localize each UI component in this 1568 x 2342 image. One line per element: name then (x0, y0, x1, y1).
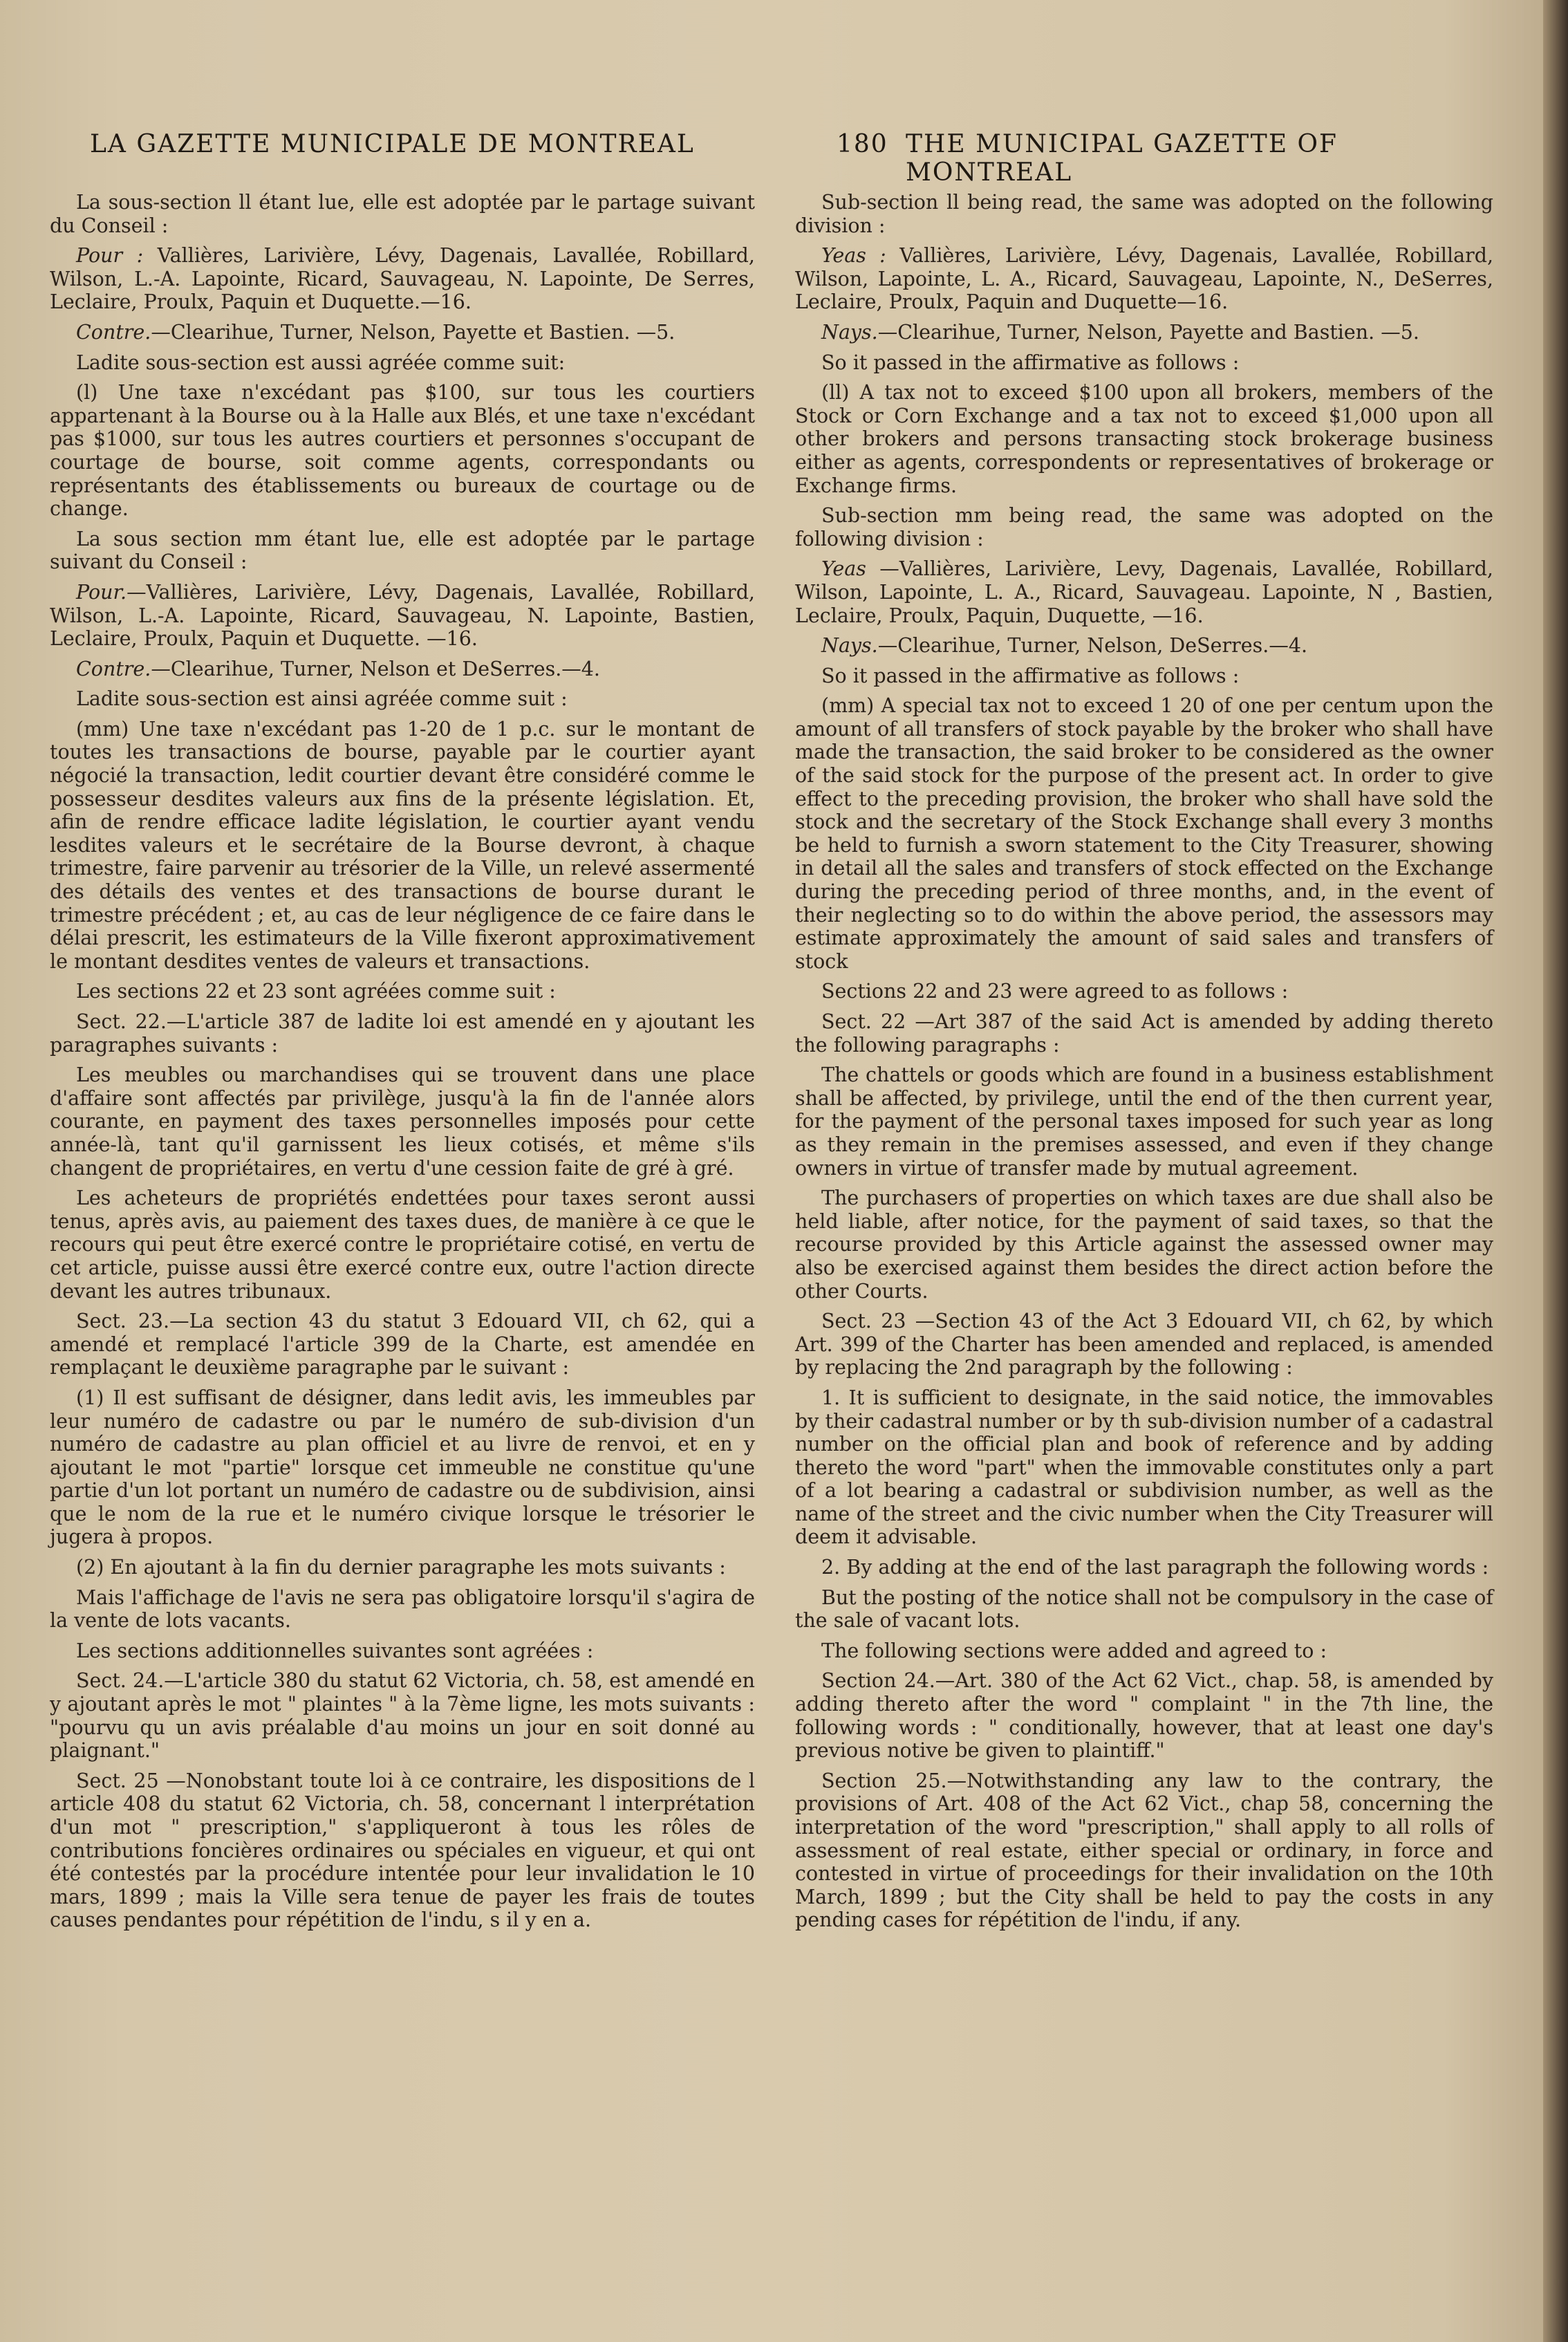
paragraph (795, 244, 1493, 314)
paragraph-text: Sect. 23 —Section 43 of the Act 3 Edouard VII, ch 62, by which Art. 399 of the Charter has been amended and replaced, is amended by replacing the 2nd paragraph by the following : (795, 1310, 1493, 1379)
page-header (90, 130, 1459, 187)
paragraph (795, 1769, 1493, 1932)
paragraph (795, 351, 1493, 375)
paragraph (795, 665, 1493, 688)
paragraph-text: Ladite sous-section est aussi agréée comme suit: (76, 351, 566, 374)
english-title: THE MUNICIPAL GAZETTE OF MONTREAL (906, 130, 1338, 187)
paragraph (50, 1010, 755, 1057)
paragraph-text: 1. It is sufficient to designate, in the said notice, the immovables by their cadastral number or by th sub-division number of a cadastral number on the official plan and book of reference and by adding thereto the word "part" when the immovable constitutes only a part of a lot bearing a cadastral or subdivision number, as well as the name of the street and the civic number when the City Treasurer will deem it advisable. (795, 1386, 1493, 1549)
paragraph (50, 1556, 755, 1579)
vote-label: Contre. (76, 320, 151, 344)
paragraph-text: La sous section mm étant lue, elle est adoptée par le partage suivant du Conseil : (50, 527, 755, 574)
paragraph (50, 687, 755, 711)
paragraph-text: So it passed in the affirmative as follows : (821, 351, 1240, 374)
paragraph-text: Les acheteurs de propriétés endettées pour taxes seront aussi tenus, après avis, au paiement des taxes dues, de manière à ce que le recours qui peut être exercé contre le propriétaire cotisé, en vertu de cet article, puisse aussi être exercé contre eux, outre l'action directe devant les autres tribunaux. (50, 1187, 755, 1303)
paragraph-text: (l) Une taxe n'excédant pas $100, sur tous les courtiers appartenant à la Bourse ou à la Halle aux Blés, et une taxe n'excédant pas $1000, sur tous les autres courtiers et personnes s'occupant de courtage de bourse, soit comme agents, correspondants ou représentants des établissements ou bureaux de courtage ou de change. (50, 381, 755, 521)
paragraph-text: Les meubles ou marchandises qui se trouvent dans une place d'affaire sont affectés par privilège, jusqu'à la fin de l'année alors courante, en payment des taxes personnelles imposés pour cette année-là, tant qu'il garnissent les lieux cotisés, et même s'ils changent de propriétaires, en vertu d'une cession faite de gré à gré. (50, 1063, 755, 1180)
paragraph (50, 1187, 755, 1303)
paragraph (795, 1310, 1493, 1379)
paragraph (795, 1063, 1493, 1180)
paragraph (50, 980, 755, 1003)
paragraph (50, 1586, 755, 1633)
paragraph-text: Les sections additionnelles suivantes sont agréées : (76, 1639, 594, 1662)
paragraph-text: Sect. 22 —Art 387 of the said Act is amended by adding thereto the following paragraphs : (795, 1010, 1493, 1057)
paragraph-text: Les sections 22 et 23 sont agréées comme suit : (76, 980, 556, 1003)
vote-label: Pour. (76, 580, 127, 604)
paragraph (50, 191, 755, 237)
paragraph (50, 1669, 755, 1762)
paragraph (795, 1187, 1493, 1303)
paragraph (50, 1310, 755, 1379)
paragraph-text: So it passed in the affirmative as follows : (821, 664, 1240, 687)
paragraph (795, 504, 1493, 550)
paragraph-text: Sub-section ll being read, the same was adopted on the following division : (795, 191, 1493, 237)
paragraph (50, 1639, 755, 1663)
paragraph-text: The following sections were added and agreed to : (821, 1639, 1327, 1662)
paragraph-text: —Vallières, Larivière, Lévy, Dagenais, Lavallée, Robillard, Wilson, L.-A. Lapointe, Ricard, Sauvageau, N. Lapointe, Bastien, Leclaire, Proulx, Paquin et Duquette. —16. (50, 580, 755, 651)
paragraph-text: Sect. 23.—La section 43 du statut 3 Edouard VII, ch 62, qui a amendé et remplacé l'article 399 de la Charte, est amendée en remplaçant le deuxième paragraphe par le suivant : (50, 1310, 755, 1379)
paragraph-text: (2) En ajoutant à la fin du dernier paragraphe les mots suivants : (76, 1556, 726, 1579)
paragraph-text: —Clearihue, Turner, Nelson, Payette and Bastien. —5. (877, 320, 1419, 344)
paragraph (50, 244, 755, 314)
paragraph (795, 1386, 1493, 1549)
paragraph-text: (ll) A tax not to exceed $100 upon all brokers, members of the Stock or Corn Exchange and a tax not to exceed $1,000 upon all other brokers and persons transacting stock brokerage business either as agents, correspondents or representatives of brokerage or Exchange firms. (795, 381, 1493, 497)
paragraph-text: —Clearihue, Turner, Nelson, Payette et Bastien. —5. (151, 320, 675, 344)
paragraph (795, 980, 1493, 1003)
paragraph (795, 321, 1493, 344)
paragraph-text: Sect. 24.—L'article 380 du statut 62 Victoria, ch. 58, est amendé en y ajoutant après le mot " plaintes " à la 7ème ligne, les mots suivants : "pourvu qu un avis préalable d'au moins un jour en soit donné au plaignant." (50, 1669, 755, 1763)
paragraph-text: —Clearihue, Turner, Nelson et DeSerres.—4. (151, 657, 600, 680)
paragraph-text: Vallières, Larivière, Lévy, Dagenais, Lavallée, Robillard, Wilson, Lapointe, L. A., Ricard, Sauvageau, Lapointe, N., DeSerres, Leclaire, Proulx, Paquin and Duquette—16. (795, 244, 1494, 314)
paragraph-text: Sections 22 and 23 were agreed to as follows : (821, 980, 1289, 1003)
paragraph-text: The chattels or goods which are found in a business establishment shall be affected, by privilege, until the end of the then current year, for the payment of the personal taxes imposed for such year as long as they remain in the premises assessed, and even if they change owners in virtue of transfer made by mutual agreement. (795, 1063, 1493, 1180)
page-number: 180 (837, 130, 888, 158)
paragraph (50, 528, 755, 574)
paragraph-text: (mm) Une taxe n'excédant pas 1-20 de 1 p.c. sur le montant de toutes les transactions de bourse, payable par le courtier ayant négocié la transaction, ledit courtier devant être considéré comme le possesseur desdites valeurs aux fins de la présente législation. Et, afin de rendre efficace ladite législation, le courtier ayant vendu lesdites valeurs et le secrétaire de la Bourse devront, à chaque trimestre, faire parvenir au trésorier de la Ville, un relevé assermenté des détails des ventes et des transactions de bourse durant le trimestre précédent ; et, au cas de leur négligence de ce faire dans le délai prescrit, les estimateurs de la Ville fixeront approximativement le montant desdites ventes de valeurs et transactions. (50, 717, 755, 973)
binding-edge (1543, 0, 1568, 2342)
paragraph-text: Sect. 22.—L'article 387 de ladite loi est amendé en y ajoutant les paragraphes suivants : (50, 1010, 755, 1057)
paragraph (50, 1063, 755, 1180)
french-title: LA GAZETTE MUNICIPALE DE MONTREAL (90, 130, 695, 158)
paragraph-text: Ladite sous-section est ainsi agréée comme suit : (76, 687, 568, 711)
paragraph-text: —Vallières, Larivière, Levy, Dagenais, Lavallée, Robillard, Wilson, Lapointe, L. A., Ricard, Sauvageau. Lapointe, N , Bastien, Leclaire, Proulx, Paquin, Duquette, —16. (795, 557, 1493, 627)
paragraph (795, 381, 1493, 497)
paragraph-text: The purchasers of properties on which taxes are due shall also be held liable, after notice, for the payment of said taxes, so that the recourse provided by this Article against the assessed owner may also be exercised against them besides the direct action before the other Courts. (795, 1187, 1493, 1303)
vote-label: Yeas (821, 557, 866, 581)
vote-label: Contre. (76, 657, 151, 680)
paragraph (795, 1639, 1493, 1663)
paragraph-text: (1) Il est suffisant de désigner, dans ledit avis, les immeubles par leur numéro de cadastre ou par le numéro de sub-division d'un numéro de cadastre au plan officiel et au livre de renvoi, et en y ajoutant le mot "partie" lorsque cet immeuble ne constitue qu'une partie d'un lot portant un numéro de cadastre ou de subdivision, ainsi que le nom de la rue et le numéro civique lorsque le trésorier le jugera à propos. (50, 1386, 755, 1549)
paragraph (50, 381, 755, 521)
paragraph (50, 581, 755, 651)
paragraph (50, 1769, 755, 1932)
vote-label: Pour : (76, 244, 144, 268)
paragraph (795, 557, 1493, 627)
paragraph (50, 321, 755, 344)
paragraph (50, 658, 755, 681)
paragraph (795, 1669, 1493, 1762)
paragraph-text: La sous-section ll étant lue, elle est adoptée par le partage suivant du Conseil : (50, 191, 755, 237)
paragraph (50, 718, 755, 974)
paragraph-text: Vallières, Larivière, Lévy, Dagenais, Lavallée, Robillard, Wilson, L.-A. Lapointe, Ricard, Sauvageau, N. Lapointe, De Serres, Leclaire, Proulx, Paquin et Duquette.—16. (50, 244, 755, 314)
paragraph-text: (mm) A special tax not to exceed 1 20 of one per centum upon the amount of all transfers of stock payable by the broker who shall have made the transaction, the said broker to be considered as the owner of the said stock for the purpose of the present act. In order to give effect to the preceding provision, the broker who shall have sold the stock and the secretary of the Stock Exchange shall every 3 months be held to furnish a sworn statement to the City Treasurer, showing in detail all the sales and transfers of stock effected on the Exchange during the preceding period of three months, and, in the event of their neglecting so to do within the above period, the assessors may estimate approximately the amount of said sales and transfers of stock (795, 694, 1493, 973)
vote-label: Yeas : (821, 244, 886, 268)
paragraph-text: Sub-section mm being read, the same was adopted on the following division : (795, 504, 1493, 550)
paragraph (795, 1010, 1493, 1057)
paragraph-text: Section 24.—Art. 380 of the Act 62 Vict., chap. 58, is amended by adding thereto after the word " complaint " in the 7th line, the following words : " conditionally, however, that at least one day's previous notive be given to plaintiff." (795, 1669, 1493, 1763)
paragraph-text: Section 25.—Notwithstanding any law to the contrary, the provisions of Art. 408 of the Act 62 Vict., chap 58, concerning the interpretation of the word "prescription," shall apply to all rolls of assessment of real estate, either special or ordinary, in force and contested in virtue of proceedings for their invalidation on the 10th March, 1899 ; but the City shall be held to pay the costs in any pending cases for répétition de l'indu, if any. (795, 1769, 1493, 1932)
vote-label: Nays. (821, 320, 878, 344)
paragraph (795, 694, 1493, 973)
paragraph (795, 1556, 1493, 1579)
paragraph (50, 351, 755, 375)
paragraph-text: Mais l'affichage de l'avis ne sera pas obligatoire lorsqu'il s'agira de la vente de lots vacants. (50, 1586, 755, 1633)
paragraph-text: Sect. 25 —Nonobstant toute loi à ce contraire, les dispositions de l article 408 du statut 62 Victoria, ch. 58, concernant l interprétation d'un mot " prescription," s'appliqueront à tous les rôles de contributions foncières ordinaires ou spéciales en vigueur, et qui ont été contestés par la procédure intentée pour leur invalidation le 10 mars, 1899 ; mais la Ville sera tenue de payer les frais de toutes causes pendantes pour répétition de l'indu, s il y en a. (50, 1769, 755, 1932)
english-column (795, 191, 1493, 1939)
french-column (50, 191, 755, 1939)
paragraph (795, 634, 1493, 658)
paragraph-text: 2. By adding at the end of the last paragraph the following words : (821, 1556, 1489, 1579)
paragraph-text: But the posting of the notice shall not be compulsory in the case of the sale of vacant lots. (795, 1586, 1493, 1633)
vote-label: Nays. (821, 634, 878, 658)
paragraph (50, 1386, 755, 1549)
paragraph (795, 191, 1493, 237)
paragraph (795, 1586, 1493, 1633)
paragraph-text: —Clearihue, Turner, Nelson, DeSerres.—4. (877, 634, 1308, 658)
